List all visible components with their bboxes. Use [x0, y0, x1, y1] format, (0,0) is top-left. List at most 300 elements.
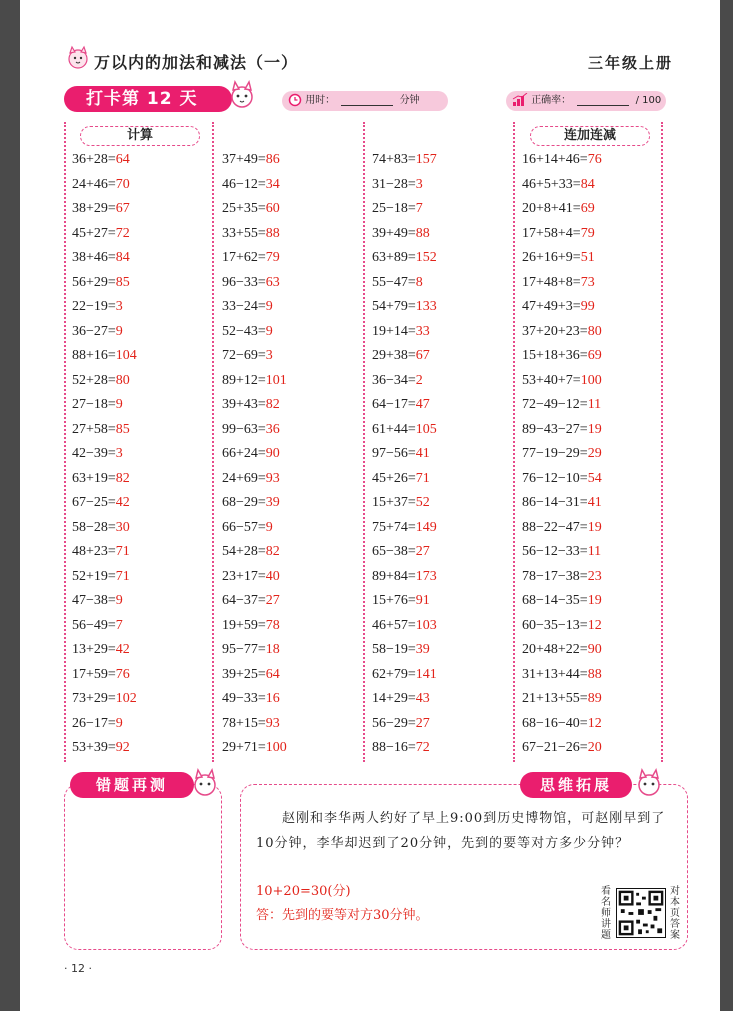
problem-row — [72, 320, 137, 345]
problem-answer[interactable]: 149 — [415, 519, 437, 535]
problem-expression: 39+49= — [372, 225, 416, 241]
problem-expression: 17+59= — [72, 666, 116, 682]
cat-mascot-icon — [188, 766, 222, 800]
problem-expression: 64−17= — [372, 397, 416, 412]
problem-answer[interactable]: 64 — [115, 152, 130, 167]
problem-expression: 48+23= — [72, 544, 116, 559]
problem-expression: 52+19= — [72, 568, 116, 584]
problem-row — [72, 418, 137, 443]
problem-row — [72, 516, 137, 541]
problem-row — [372, 148, 437, 173]
problem-expression: 13+29= — [72, 642, 116, 657]
problem-expression: 49−33= — [222, 691, 266, 706]
day-banner: 打卡第 12 天 — [64, 86, 232, 112]
problem-answer[interactable]: 33 — [415, 323, 430, 339]
problem-expression: 61+44= — [372, 421, 416, 437]
time-field — [282, 91, 448, 111]
problem-row — [72, 344, 137, 369]
problem-row — [372, 369, 437, 394]
problem-answer[interactable]: 76 — [587, 152, 602, 167]
problem-answer[interactable]: 43 — [415, 691, 430, 706]
problem-row — [222, 393, 287, 418]
problem-answer[interactable]: 82 — [265, 544, 280, 559]
problem-answer[interactable]: 16 — [265, 691, 280, 706]
problem-expression: 29+38= — [372, 348, 416, 363]
problem-answer[interactable]: 90 — [265, 446, 280, 461]
problem-answer[interactable]: 9 — [265, 323, 273, 339]
problem-row — [522, 491, 602, 516]
problem-answer[interactable]: 41 — [587, 495, 602, 510]
problem-row — [222, 663, 287, 688]
qr-code-icon[interactable] — [616, 888, 666, 938]
column-divider — [363, 122, 365, 762]
problem-answer[interactable]: 11 — [587, 544, 602, 559]
problem-answer[interactable]: 19 — [587, 519, 602, 535]
problem-answer[interactable]: 105 — [415, 421, 437, 437]
problem-expression: 72−49−12= — [522, 397, 588, 412]
problem-expression: 63+19= — [72, 470, 116, 486]
problem-expression: 15+37= — [372, 495, 416, 510]
problem-expression: 56−49= — [72, 617, 116, 633]
problem-answer[interactable]: 91 — [415, 593, 430, 608]
problem-row — [522, 663, 602, 688]
problem-expression: 15+76= — [372, 593, 416, 608]
problem-expression: 99−63= — [222, 421, 266, 437]
problem-expression: 56−29= — [372, 715, 416, 731]
problem-answer[interactable]: 52 — [415, 495, 430, 510]
problem-row — [372, 393, 437, 418]
mistakes-box[interactable] — [64, 784, 222, 950]
problem-answer[interactable]: 42 — [115, 495, 130, 510]
problem-expression: 22−19= — [72, 299, 116, 314]
problem-answer[interactable]: 90 — [587, 642, 602, 657]
problem-row — [522, 246, 602, 271]
problem-answer[interactable]: 9 — [115, 593, 123, 608]
problem-answer[interactable]: 19 — [587, 593, 602, 608]
problem-row — [372, 614, 437, 639]
accuracy-label: 正确率： — [531, 95, 572, 106]
problem-answer[interactable]: 36 — [265, 421, 280, 437]
problem-expression: 45+26= — [372, 470, 416, 486]
problem-expression: 25+35= — [222, 201, 266, 216]
problem-expression: 33+55= — [222, 225, 266, 241]
problem-row — [222, 712, 287, 737]
problem-answer[interactable]: 7 — [115, 617, 123, 633]
problem-expression: 68−29= — [222, 495, 266, 510]
qr-caption-left: 看名师讲题 — [601, 886, 611, 941]
problem-answer[interactable]: 80 — [115, 372, 130, 388]
problem-answer[interactable]: 29 — [587, 446, 602, 461]
problem-expression: 26+16+9= — [522, 250, 581, 265]
problem-row — [72, 148, 137, 173]
problem-expression: 56−12−33= — [522, 544, 588, 559]
problem-expression: 25−18= — [372, 201, 416, 216]
problem-answer[interactable]: 88 — [587, 666, 602, 682]
problem-row — [72, 295, 137, 320]
problem-row — [522, 516, 602, 541]
problem-expression: 75+74= — [372, 519, 416, 535]
problem-answer[interactable]: 71 — [115, 568, 130, 584]
problem-row — [522, 540, 602, 565]
problem-row — [72, 638, 137, 663]
problem-row — [222, 173, 287, 198]
problem-expression: 46−12= — [222, 176, 266, 192]
problem-row — [222, 614, 287, 639]
problem-answer[interactable]: 3 — [415, 176, 423, 192]
accuracy-unit: / 100 — [635, 95, 662, 106]
problem-expression: 56+29= — [72, 274, 116, 290]
problem-answer[interactable]: 85 — [115, 421, 130, 437]
problem-row — [522, 467, 602, 492]
problem-answer[interactable]: 100 — [265, 740, 287, 755]
problem-expression: 38+29= — [72, 201, 116, 216]
problem-expression: 14+29= — [372, 691, 416, 706]
problem-expression: 45+27= — [72, 225, 116, 241]
problem-answer[interactable]: 27 — [265, 593, 280, 608]
problem-answer[interactable]: 9 — [265, 519, 273, 535]
problem-answer[interactable]: 71 — [115, 544, 130, 559]
problem-expression: 63+89= — [372, 250, 416, 265]
problem-expression: 17+58+4= — [522, 225, 581, 241]
problem-expression: 24+69= — [222, 470, 266, 486]
problem-row — [522, 565, 602, 590]
problem-expression: 65−38= — [372, 544, 416, 559]
problem-answer[interactable]: 7 — [415, 201, 423, 216]
problem-answer[interactable]: 20 — [587, 740, 602, 755]
problem-row — [72, 222, 137, 247]
problem-row — [522, 736, 602, 761]
problem-expression: 37+49= — [222, 152, 266, 167]
problem-expression: 67−25= — [72, 495, 116, 510]
problem-answer[interactable]: 84 — [115, 250, 130, 265]
problem-answer[interactable]: 104 — [115, 348, 137, 363]
problem-answer[interactable]: 12 — [587, 617, 602, 633]
problem-answer[interactable]: 67 — [115, 201, 130, 216]
problem-answer[interactable]: 85 — [115, 274, 130, 290]
problem-answer[interactable]: 88 — [415, 225, 430, 241]
problem-row — [72, 393, 137, 418]
problem-expression: 55−47= — [372, 274, 416, 290]
problem-expression: 88−22−47= — [522, 519, 588, 535]
problem-answer[interactable]: 152 — [415, 250, 437, 265]
problem-expression: 52+28= — [72, 372, 116, 388]
problem-row — [372, 589, 437, 614]
problem-answer[interactable]: 30 — [115, 519, 130, 535]
problem-expression: 76−12−10= — [522, 470, 588, 486]
problem-expression: 67−21−26= — [522, 740, 588, 755]
problem-expression: 74+83= — [372, 152, 416, 167]
problem-answer[interactable]: 69 — [587, 348, 602, 363]
problem-answer[interactable]: 27 — [415, 544, 430, 559]
problem-row — [372, 565, 437, 590]
problem-answer[interactable]: 73 — [580, 274, 595, 290]
accuracy-blank[interactable] — [577, 94, 629, 106]
problem-row — [222, 197, 287, 222]
problem-expression: 37+20+23= — [522, 323, 588, 339]
problem-row — [72, 712, 137, 737]
problem-answer[interactable]: 3 — [115, 446, 123, 461]
problem-answer[interactable]: 88 — [265, 225, 280, 241]
worksheet-page — [20, 0, 720, 1011]
problem-answer[interactable]: 157 — [415, 152, 437, 167]
problem-expression: 47−38= — [72, 593, 116, 608]
problem-expression: 66−57= — [222, 519, 266, 535]
problem-answer[interactable]: 72 — [415, 740, 430, 755]
problem-answer[interactable]: 39 — [265, 495, 280, 510]
problem-answer[interactable]: 93 — [265, 715, 280, 731]
problem-expression: 17+62= — [222, 250, 266, 265]
cat-mascot-icon — [225, 78, 259, 112]
page-number: · 12 · — [64, 962, 92, 975]
problem-expression: 62+79= — [372, 666, 416, 682]
problem-row — [222, 295, 287, 320]
problem-row — [372, 418, 437, 443]
problem-row — [372, 320, 437, 345]
problem-expression: 54+79= — [372, 299, 416, 314]
time-label: 用时： — [305, 95, 336, 106]
problem-row — [222, 320, 287, 345]
problem-answer[interactable]: 69 — [580, 201, 595, 216]
problem-row — [522, 687, 602, 712]
thinking-tag: 思维拓展 — [520, 772, 632, 798]
problem-expression: 16+14+46= — [522, 152, 588, 167]
problem-expression: 17+48+8= — [522, 274, 581, 290]
problem-answer[interactable]: 2 — [415, 372, 423, 388]
problem-row — [522, 222, 602, 247]
grade-label: 三年级上册 — [588, 54, 674, 72]
problem-answer[interactable]: 41 — [415, 446, 430, 461]
problem-row — [72, 467, 137, 492]
problem-expression: 42−39= — [72, 446, 116, 461]
problem-expression: 15+18+36= — [522, 348, 588, 363]
problem-expression: 46+57= — [372, 617, 416, 633]
problem-expression: 27+58= — [72, 421, 116, 437]
problem-expression: 72−69= — [222, 348, 266, 363]
problem-column-2 — [222, 148, 287, 761]
cat-mascot-icon — [64, 44, 92, 72]
problem-answer[interactable]: 9 — [265, 299, 273, 314]
solution-equation: 10+20=30(分) — [256, 884, 351, 899]
problem-answer[interactable]: 3 — [265, 348, 273, 363]
problem-answer[interactable]: 67 — [415, 348, 430, 363]
problem-answer[interactable]: 9 — [115, 323, 123, 339]
problem-answer[interactable]: 51 — [580, 250, 595, 265]
problem-answer[interactable]: 23 — [587, 568, 602, 584]
problem-expression: 36−34= — [372, 372, 416, 388]
problem-row — [522, 148, 602, 173]
problem-answer[interactable]: 63 — [265, 274, 280, 290]
problem-row — [72, 173, 137, 198]
problem-answer[interactable]: 93 — [265, 470, 280, 486]
problem-answer[interactable]: 70 — [115, 176, 130, 192]
bar-chart-icon — [512, 93, 528, 107]
problem-row — [522, 418, 602, 443]
problem-row — [372, 442, 437, 467]
problem-expression: 31+13+44= — [522, 666, 588, 682]
problem-expression: 54+28= — [222, 544, 266, 559]
problem-row — [222, 540, 287, 565]
problem-expression: 19+59= — [222, 617, 266, 633]
problem-answer[interactable]: 99 — [580, 299, 595, 314]
problem-answer[interactable]: 89 — [587, 691, 602, 706]
problem-expression: 88+16= — [72, 348, 116, 363]
problem-row — [372, 638, 437, 663]
problem-expression: 89+12= — [222, 372, 266, 388]
problem-row — [522, 197, 602, 222]
section-chain-label: 连加连减 — [530, 126, 650, 146]
problem-answer[interactable]: 78 — [265, 617, 280, 633]
problem-answer[interactable]: 40 — [265, 568, 280, 584]
problem-expression: 58−28= — [72, 519, 116, 535]
problem-row — [72, 687, 137, 712]
problem-row — [372, 467, 437, 492]
problem-answer[interactable]: 103 — [415, 617, 437, 633]
problem-expression: 36+28= — [72, 152, 116, 167]
problem-row — [522, 271, 602, 296]
problem-answer[interactable]: 19 — [587, 421, 602, 437]
problem-row — [72, 540, 137, 565]
problem-answer[interactable]: 86 — [265, 152, 280, 167]
problem-answer[interactable]: 101 — [265, 372, 287, 388]
problem-answer[interactable]: 133 — [415, 299, 437, 314]
problem-expression: 53+40+7= — [522, 372, 581, 388]
problem-answer[interactable]: 102 — [115, 691, 137, 706]
problem-answer[interactable]: 84 — [580, 176, 595, 192]
problem-row — [372, 173, 437, 198]
problem-answer[interactable]: 92 — [115, 740, 130, 755]
problem-expression: 38+46= — [72, 250, 116, 265]
column-divider — [212, 122, 214, 762]
problem-expression: 33−24= — [222, 299, 266, 314]
section-calc-label: 计算 — [80, 126, 200, 146]
problem-answer[interactable]: 72 — [115, 225, 130, 241]
problem-expression: 58−19= — [372, 642, 416, 657]
problem-expression: 52−43= — [222, 323, 266, 339]
problem-expression: 24+46= — [72, 176, 116, 192]
problem-row — [222, 687, 287, 712]
problem-row — [72, 369, 137, 394]
time-blank[interactable] — [341, 94, 393, 106]
problem-expression: 20+48+22= — [522, 642, 588, 657]
problem-row — [522, 442, 602, 467]
problem-column-3 — [372, 148, 437, 761]
problem-row — [222, 148, 287, 173]
problem-expression: 68−16−40= — [522, 715, 588, 731]
problem-row — [222, 565, 287, 590]
problem-row — [372, 271, 437, 296]
problem-answer[interactable]: 18 — [265, 642, 280, 657]
problem-expression: 78−17−38= — [522, 568, 588, 584]
problem-answer[interactable]: 9 — [115, 715, 123, 731]
problem-row — [372, 491, 437, 516]
problem-expression: 39+43= — [222, 397, 266, 412]
problem-answer[interactable]: 64 — [265, 666, 280, 682]
problem-row — [222, 589, 287, 614]
problem-answer[interactable]: 82 — [265, 397, 280, 412]
problem-row — [522, 320, 602, 345]
problem-answer[interactable]: 47 — [415, 397, 430, 412]
problem-answer[interactable]: 11 — [587, 397, 602, 412]
problem-answer[interactable]: 82 — [115, 470, 130, 486]
problem-answer[interactable]: 3 — [115, 299, 123, 314]
problem-answer[interactable]: 173 — [415, 568, 437, 584]
problem-answer[interactable]: 34 — [265, 176, 280, 192]
problem-expression: 46+5+33= — [522, 176, 581, 192]
problem-answer[interactable]: 80 — [587, 323, 602, 339]
problem-row — [222, 467, 287, 492]
problem-row — [72, 197, 137, 222]
problem-expression: 53+39= — [72, 740, 116, 755]
problem-row — [222, 736, 287, 761]
problem-row — [372, 540, 437, 565]
problem-answer[interactable]: 76 — [115, 666, 130, 682]
problem-row — [372, 516, 437, 541]
problem-row — [522, 638, 602, 663]
problem-answer[interactable]: 141 — [415, 666, 437, 682]
problem-expression: 68−14−35= — [522, 593, 588, 608]
problem-row — [372, 344, 437, 369]
column-divider — [661, 122, 663, 762]
problem-answer[interactable]: 71 — [415, 470, 430, 486]
problem-row — [522, 173, 602, 198]
problem-expression: 29+71= — [222, 740, 266, 755]
problem-answer[interactable]: 79 — [580, 225, 595, 241]
problem-expression: 88−16= — [372, 740, 416, 755]
problem-answer[interactable]: 39 — [415, 642, 430, 657]
problem-answer[interactable]: 12 — [587, 715, 602, 731]
problem-expression: 27−18= — [72, 397, 116, 412]
problem-row — [372, 197, 437, 222]
problem-expression: 86−14−31= — [522, 495, 588, 510]
problem-row — [522, 712, 602, 737]
problem-expression: 66+24= — [222, 446, 266, 461]
problem-expression: 19+14= — [372, 323, 416, 339]
accuracy-field — [506, 91, 666, 111]
problem-expression: 47+49+3= — [522, 299, 581, 314]
problem-row — [222, 516, 287, 541]
problem-answer[interactable]: 27 — [415, 715, 430, 731]
problem-expression: 73+29= — [72, 691, 116, 706]
problem-row — [372, 663, 437, 688]
problem-answer[interactable]: 9 — [115, 397, 123, 412]
problem-answer[interactable]: 79 — [265, 250, 280, 265]
column-divider — [64, 122, 66, 762]
problem-expression: 64−37= — [222, 593, 266, 608]
problem-expression: 89+84= — [372, 568, 416, 584]
problem-expression: 97−56= — [372, 446, 416, 461]
problem-expression: 60−35−13= — [522, 617, 588, 633]
problem-row — [72, 246, 137, 271]
solution-answer: 答：先到的要等对方30分钟。 — [256, 908, 429, 923]
problem-answer[interactable]: 54 — [587, 470, 602, 486]
problem-expression: 36−27= — [72, 323, 116, 339]
column-divider — [513, 122, 515, 762]
problem-expression: 78+15= — [222, 715, 266, 731]
problem-answer[interactable]: 60 — [265, 201, 280, 216]
problem-row — [522, 393, 602, 418]
problem-row — [222, 369, 287, 394]
problem-row — [72, 663, 137, 688]
problem-answer[interactable]: 100 — [580, 372, 602, 388]
problem-answer[interactable]: 8 — [415, 274, 423, 290]
problem-expression: 77−19−29= — [522, 446, 588, 461]
problem-row — [372, 712, 437, 737]
problem-row — [72, 271, 137, 296]
problem-expression: 39+25= — [222, 666, 266, 682]
problem-answer[interactable]: 42 — [115, 642, 130, 657]
problem-row — [222, 491, 287, 516]
problem-expression: 21+13+55= — [522, 691, 588, 706]
